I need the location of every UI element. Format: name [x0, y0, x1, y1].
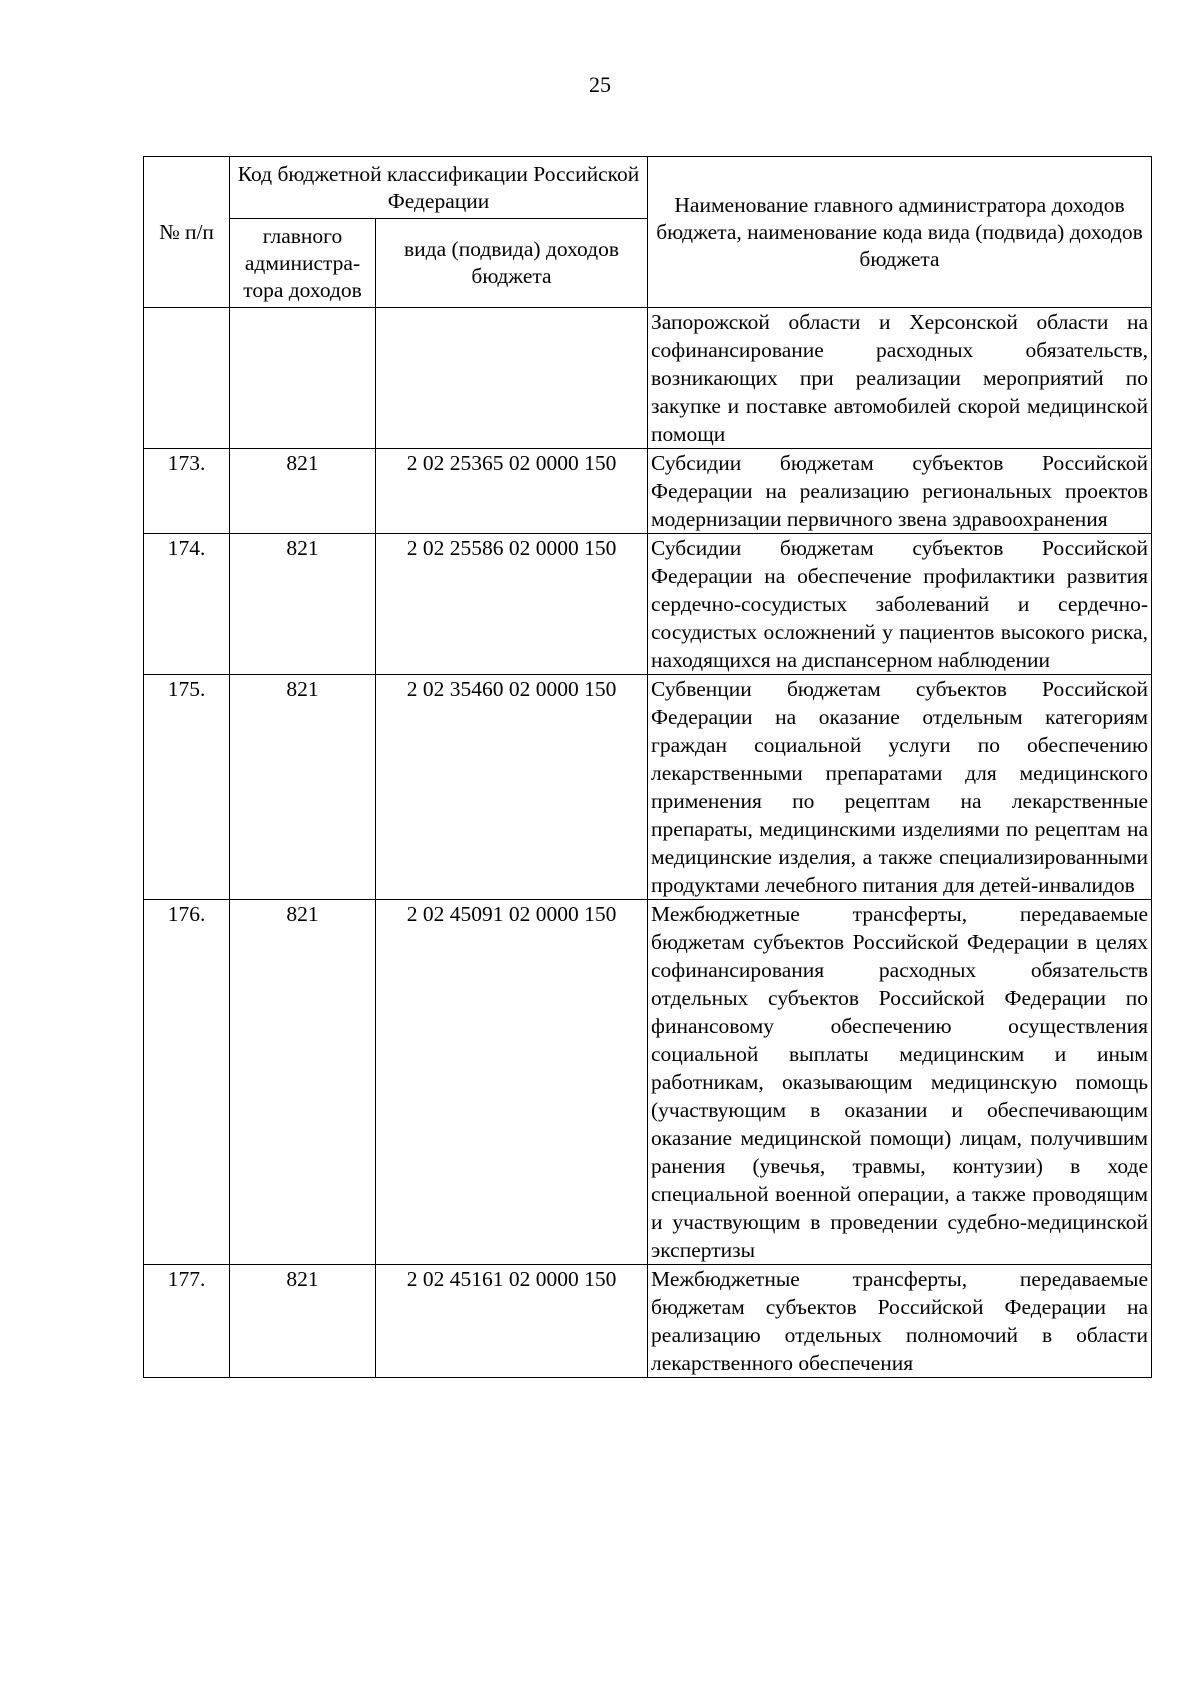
row-description: Субсидии бюджетам субъектов Российской Федерации на реализацию региональных проектов модернизации первичного звена здравоохранения	[648, 449, 1152, 534]
row-admin-code: 821	[230, 534, 376, 675]
table-row	[144, 449, 1152, 534]
row-number: 177.	[144, 1265, 230, 1378]
row-number: 176.	[144, 900, 230, 1265]
table-row	[144, 900, 1152, 1265]
row-income-code: 2 02 45091 02 0000 150	[376, 900, 648, 1265]
header-number: № п/п	[144, 157, 230, 308]
row-admin-code	[230, 308, 376, 449]
table-row	[144, 534, 1152, 675]
row-number: 173.	[144, 449, 230, 534]
row-number	[144, 308, 230, 449]
page-number: 25	[589, 72, 611, 97]
header-code-group: Код бюджетной классификации Российской Федерации	[230, 157, 648, 219]
row-number: 174.	[144, 534, 230, 675]
row-income-code	[376, 308, 648, 449]
header-name: Наименование главного администратора доходов бюджета, наименование кода вида (подвида) доходов бюджета	[648, 157, 1152, 308]
row-admin-code: 821	[230, 675, 376, 900]
row-admin-code: 821	[230, 1265, 376, 1378]
row-income-code: 2 02 45161 02 0000 150	[376, 1265, 648, 1378]
table-row	[144, 675, 1152, 900]
row-description: Субвенции бюджетам субъектов Российской Федерации на оказание отдельным категориям граждан социальной услуги по обеспечению лекарственными препаратами для медицинского применения по рецептам на лекарственные препараты, медицинскими изделиями по рецептам на медицинские изделия, а также специализированными продуктами лечебного питания для детей-инвалидов	[648, 675, 1152, 900]
row-description: Межбюджетные трансферты, передаваемые бюджетам субъектов Российской Федерации в целях софинансирования расходных обязательств отдельных субъектов Российской Федерации по финансовому обеспечению осуществления социальной выплаты медицинским и иным работникам, оказывающим медицинскую помощь (участвующим в оказании и обеспечивающим оказание медицинской помощи) лицам, получившим ранения (увечья, травмы, контузии) в ходе специальной военной операции, а также проводящим и участвующим в проведении судебно-медицинской экспертизы	[648, 900, 1152, 1265]
table-row	[144, 1265, 1152, 1378]
header-income-code: вида (подвида) доходов бюджета	[376, 219, 648, 308]
table-row	[144, 308, 1152, 449]
row-description: Запорожской области и Херсонской области на софинансирование расходных обязательств, возникающих при реализации мероприятий по закупке и поставке автомобилей скорой медицинской помощи	[648, 308, 1152, 449]
row-description: Субсидии бюджетам субъектов Российской Федерации на обеспечение профилактики развития сердечно-сосудистых заболеваний и сердечно-сосудистых осложнений у пациентов высокого риска, находящихся на диспансерном наблюдении	[648, 534, 1152, 675]
header-admin-code: главного администра-тора доходов	[230, 219, 376, 308]
budget-classification-table	[143, 156, 1152, 1378]
row-income-code: 2 02 25365 02 0000 150	[376, 449, 648, 534]
row-income-code: 2 02 35460 02 0000 150	[376, 675, 648, 900]
row-income-code: 2 02 25586 02 0000 150	[376, 534, 648, 675]
row-admin-code: 821	[230, 900, 376, 1265]
row-admin-code: 821	[230, 449, 376, 534]
row-number: 175.	[144, 675, 230, 900]
row-description: Межбюджетные трансферты, передаваемые бюджетам субъектов Российской Федерации на реализацию отдельных полномочий в области лекарственного обеспечения	[648, 1265, 1152, 1378]
